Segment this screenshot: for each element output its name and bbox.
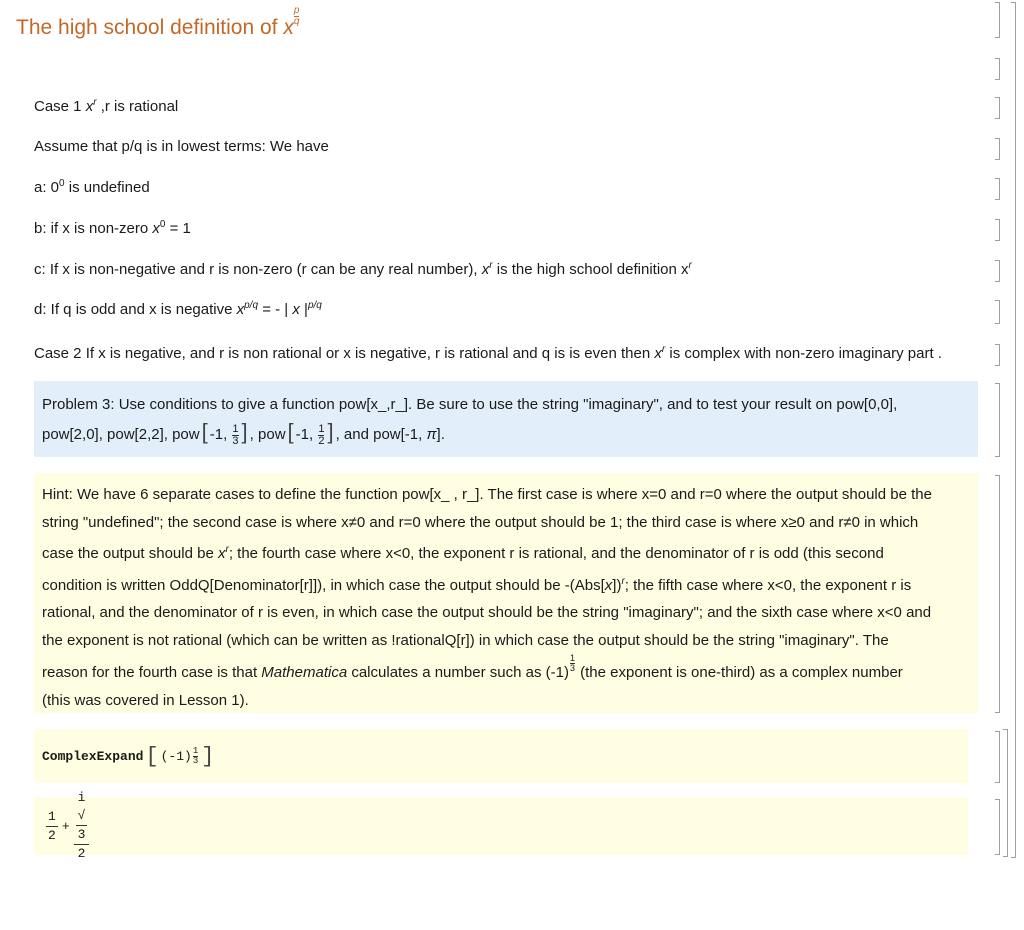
cell-bracket-empty[interactable] <box>995 58 1000 80</box>
hint-p4b: ]) <box>612 576 622 594</box>
bracket-open-1: [ <box>201 419 208 444</box>
case2-prefix: Case 2 If x is negative, and r is non rational or x is negative, r is rational and q is is even then <box>34 345 655 362</box>
line-b-suffix: = 1 <box>165 220 191 237</box>
problem-l2-f: ]. <box>436 426 445 443</box>
hint-line-8: (this was covered in Lesson 1). <box>42 691 249 709</box>
assume-line: Assume that p/q is in lowest terms: We have <box>34 138 329 155</box>
line-d-prefix: d: If q is odd and x is negative <box>34 301 237 318</box>
title-base: x <box>283 16 294 39</box>
output-d2: 2 <box>74 844 90 863</box>
title-exp-num: p <box>293 5 300 16</box>
frac1-num: 1 <box>232 422 239 435</box>
cell-bracket-a[interactable] <box>995 178 1000 200</box>
hint-p7a: reason for the fourth case is that <box>42 664 262 681</box>
problem-frac-2 <box>318 424 324 447</box>
line-a-suffix: is undefined <box>64 179 150 196</box>
cell-bracket-hint[interactable] <box>995 475 1000 713</box>
problem-l2-b: -1, <box>209 426 232 443</box>
line-d-abs-open: | <box>284 301 289 318</box>
line-d-eq: = - <box>258 301 285 318</box>
hint-line-2: string "undefined"; the second case is where x≠0 and r=0 where the output should be 1; the third case is where x≥0 and r≠0 in which <box>42 513 919 531</box>
hint-p3-var: x <box>217 545 226 562</box>
output-n1: 1 <box>48 808 56 824</box>
mathematica-word: Mathematica <box>261 664 348 681</box>
input-bracket-open: [ <box>145 743 159 769</box>
hint-p7b: calculates a number such as (-1) <box>347 664 569 681</box>
line-c-prefix: c: If x is non-negative and r is non-zero (r can be any real number), <box>34 261 482 278</box>
hint-p3-exp: r <box>225 544 229 555</box>
cell-group-bracket-section[interactable] <box>1011 2 1016 858</box>
output-i: i <box>77 790 86 805</box>
output-frac-2 <box>74 789 90 863</box>
hint-line-3 <box>42 536 970 568</box>
case2-exp: r <box>661 344 666 355</box>
frac2-den: 2 <box>318 434 325 447</box>
input-exp-den: 3 <box>192 755 199 766</box>
hint-line-1: Hint: We have 6 separate cases to define the function pow[x_ , r_]. The first case is where x=0 and r=0 where the output should be the <box>42 486 932 503</box>
line-a <box>34 178 150 196</box>
cell-bracket-c[interactable] <box>995 260 1000 282</box>
line-b-prefix: b: if x is non-zero <box>34 220 153 237</box>
case1-exp: r <box>93 97 97 108</box>
hint-p7-num: 1 <box>569 653 575 663</box>
bracket-close-2: ] <box>327 419 334 444</box>
output-d1: 2 <box>48 827 56 843</box>
hint-line-5: rational, and the denominator of r is even, in which case the output should be the string "imaginary"; and the sixth case where x<0 and <box>42 604 932 621</box>
case1-prefix: Case 1 <box>34 98 86 115</box>
cell-group-bracket-io[interactable] <box>1003 729 1008 857</box>
line-d-exp2: p/q <box>307 300 322 311</box>
hint-p3a: case the output should be <box>42 545 218 562</box>
line-d-abs-close: | <box>304 301 308 318</box>
input-exponent <box>193 747 198 766</box>
problem-frac-1 <box>232 424 238 447</box>
input-function: ComplexExpand <box>42 748 144 764</box>
problem-line-2 <box>42 418 970 448</box>
input-exp-num: 1 <box>192 745 199 756</box>
hint-p7-den: 3 <box>569 663 575 673</box>
cell-bracket-b[interactable] <box>995 219 1000 241</box>
hint-p4c: ; the fifth case where x<0, the exponent r is <box>624 576 912 594</box>
output-radicand: 3 <box>77 827 86 842</box>
hint-p7-frac <box>570 654 575 673</box>
page-title <box>16 6 299 40</box>
input-cell[interactable] <box>34 729 968 783</box>
line-b-var: x <box>152 220 160 237</box>
line-c-middle: is the high school definition x <box>492 261 689 278</box>
cell-bracket-input[interactable] <box>995 731 1000 783</box>
hint-p7c: (the exponent is one-third) as a complex number <box>575 664 903 681</box>
hint-line-6: the exponent is not rational (which can be written as !rationalQ[r]) in which case the output should be the string "imaginary". The <box>42 631 889 649</box>
cell-bracket-case1[interactable] <box>995 97 1000 119</box>
bracket-open-2: [ <box>287 419 294 444</box>
pi-symbol: π <box>426 426 437 443</box>
input-base: (-1) <box>160 748 192 764</box>
hint-line-4 <box>42 568 970 600</box>
cell-bracket-problem[interactable] <box>995 383 1000 457</box>
cell-bracket-title[interactable] <box>995 2 1000 38</box>
problem-l2-c: , pow <box>249 426 286 443</box>
frac2-num: 1 <box>318 422 325 435</box>
cell-bracket-output[interactable] <box>995 799 1000 855</box>
frac1-den: 3 <box>232 434 239 447</box>
hint-p4a: condition is written OddQ[Denominator[r]]), in which case the output should be -(Abs[ <box>42 576 605 594</box>
hint-p4-var: x <box>604 576 613 594</box>
line-a-prefix: a: 0 <box>34 179 60 196</box>
problem-line-1: Problem 3: Use conditions to give a function pow[x_,r_]. Be sure to use the string "imaginary", and to test your result on pow[0,0], <box>42 396 898 413</box>
output-numerator <box>74 789 90 844</box>
problem-l2-a: pow[2,0], pow[2,2], pow <box>42 426 200 443</box>
hint-line-7 <box>42 654 970 687</box>
bracket-close-1: ] <box>241 419 248 444</box>
problem-l2-e: , and pow[-1, <box>335 426 427 443</box>
case1-var: x <box>85 98 94 115</box>
line-d <box>34 300 322 318</box>
output-cell[interactable] <box>34 790 968 861</box>
line-c-exp2: r <box>688 260 692 271</box>
input-bracket-close: ] <box>201 743 215 769</box>
hint-p4-exp: r <box>621 575 625 587</box>
hint-p3b: ; the fourth case where x<0, the exponent r is rational, and the denominator of r is odd (this second <box>228 545 884 562</box>
problem-l2-d: -1, <box>295 426 318 443</box>
line-a-exp: 0 <box>59 178 65 189</box>
line-c <box>34 260 692 278</box>
title-exponent <box>294 6 300 27</box>
line-d-exp: p/q <box>244 300 259 311</box>
case1-suffix: ,r is rational <box>96 98 179 115</box>
line-b <box>34 219 191 237</box>
problem-cell[interactable] <box>34 381 978 457</box>
hint-cell[interactable] <box>34 473 978 713</box>
title-exp-den: q <box>293 16 300 27</box>
title-text: The high school definition of <box>16 16 284 39</box>
sqrt-symbol: √ <box>77 808 86 823</box>
case2-line <box>34 344 942 362</box>
case2-var: x <box>654 345 662 362</box>
line-c-exp: r <box>489 260 493 271</box>
line-b-exp: 0 <box>159 219 166 230</box>
cell-bracket-assume[interactable] <box>995 138 1000 160</box>
output-plus: + <box>61 818 70 834</box>
output-frac-1 <box>46 808 58 845</box>
case1-line <box>34 97 178 115</box>
line-d-var2: x <box>288 301 305 318</box>
cell-bracket-case2[interactable] <box>995 344 1000 366</box>
line-c-var: x <box>481 261 490 278</box>
line-d-var: x <box>236 301 245 318</box>
cell-bracket-d[interactable] <box>995 300 1000 324</box>
case2-suffix: is complex with non-zero imaginary part . <box>665 345 942 362</box>
